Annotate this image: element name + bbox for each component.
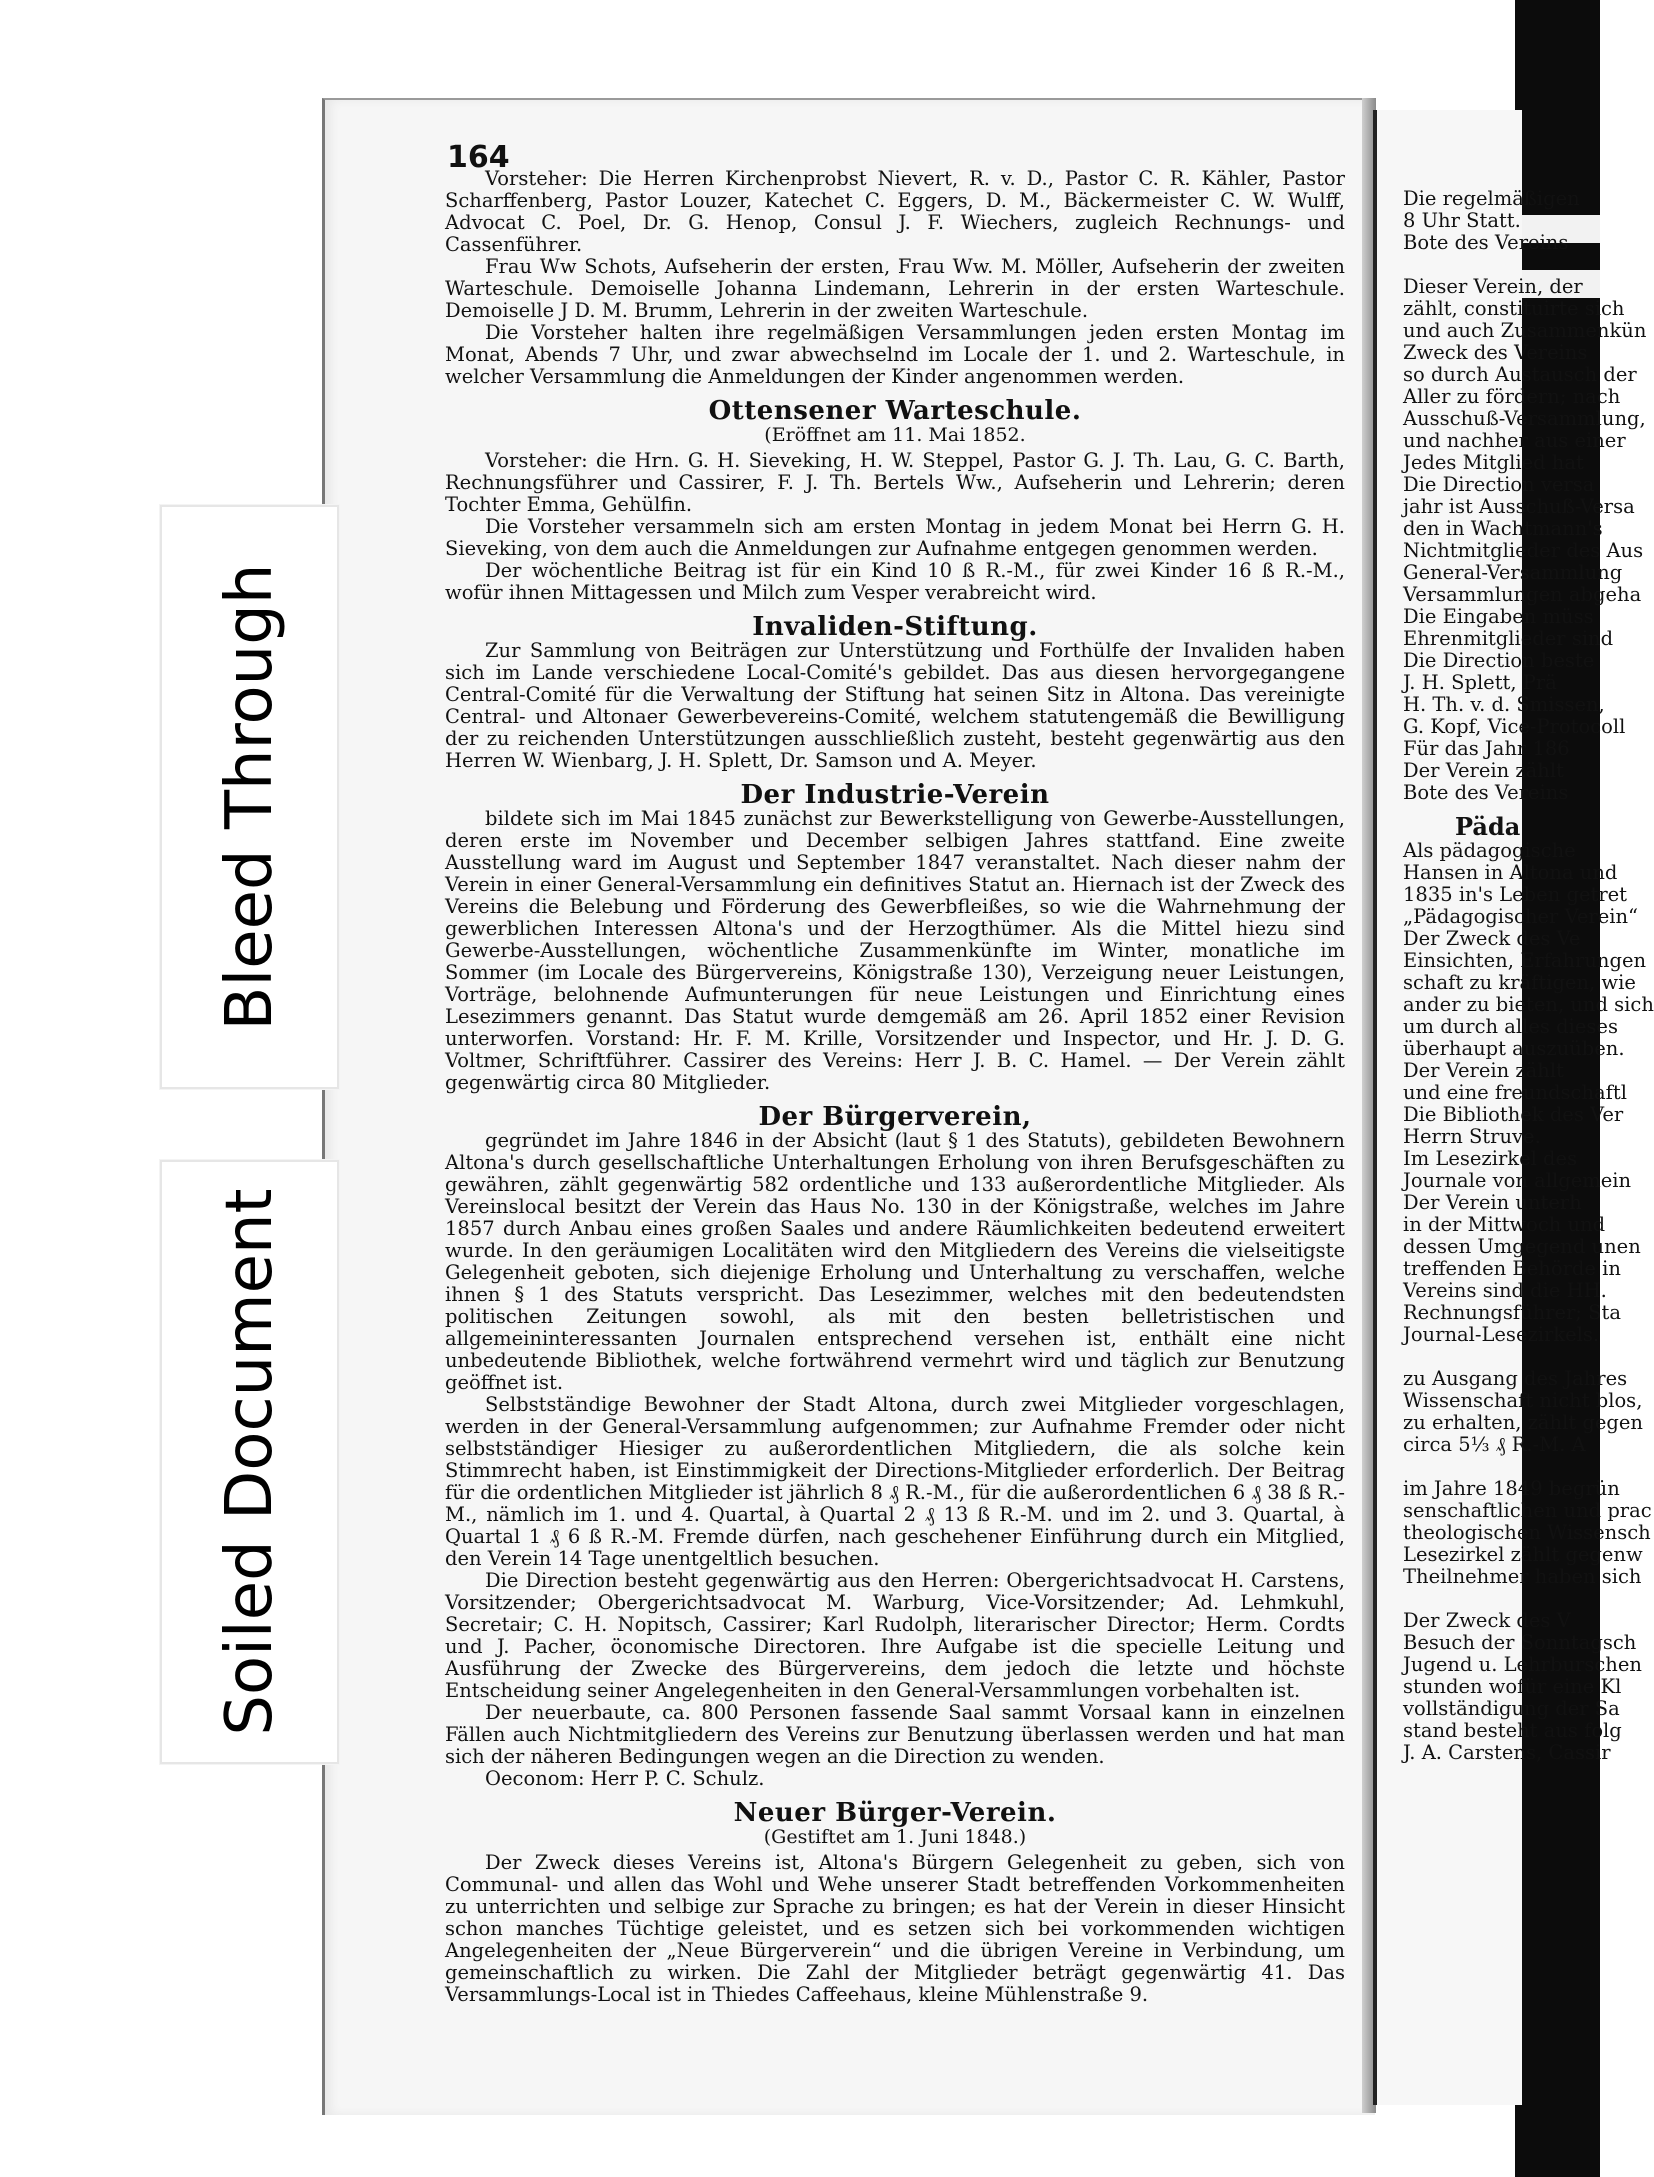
text-line: G. Kopf, Vice-Protocoll <box>1403 715 1626 738</box>
section-industrie <box>445 780 1345 1094</box>
text-line: J. A. Carstens, Cassir <box>1403 1741 1611 1764</box>
text-line: Besuch der Sonntagsch <box>1403 1631 1637 1654</box>
text-line: vollständigung der Sa <box>1403 1697 1620 1720</box>
paragraph: Oeconom: Herr P. C. Schulz. <box>485 1767 765 1790</box>
text-line: und nachher aus einer <box>1403 429 1626 452</box>
paragraph: Vorsteher: Die Herren Kirchenprobst Nievert, R. v. D., Pastor C. R. Kähler, Pastor Scharffenberg, Pastor Louzer, Katechet C. Eggers, D. M., Bäckermeister C. W. Wulff, Advocat C. Poel, Dr. G. Henop, Consul J. F. Wiechers, zugleich Rechnungs- und Cassenführer. <box>445 167 1345 256</box>
text-line: zu Ausgang des Jahres <box>1403 1367 1628 1390</box>
text-line: Die Bibliothek des Ver <box>1403 1103 1624 1126</box>
text-line: Nichtmitglieder des Aus <box>1403 539 1644 562</box>
text-line: Im Lesezirkel des <box>1403 1147 1578 1170</box>
text-line: im Jahre 1849 begrün <box>1403 1477 1620 1500</box>
text-line: Der Verein zählt <box>1403 759 1564 782</box>
paragraph: Die Direction besteht gegenwärtig aus den Herren: Obergerichtsadvocat H. Carstens, Vorsitzender; Obergerichtsadvocat M. Warburg, Vice-Vorsitzender; Ad. Lehmkuhl, Secretair; C. H. Nopitsch, Cassirer; Karl Rudolph, literarischer Director; Herm. Cordts und J. Pacher, öconomische Directoren. Ihre Aufgabe ist die specielle Leitung und Ausführung der Zwecke des Bürgervereins, dem jedoch die letzte und höchste Entscheidung seiner Angelegenheiten in den General-Versammlungen vorbehalten ist. <box>445 1569 1345 1702</box>
text-line: Der Zweck des Ve <box>1403 927 1581 950</box>
section-title: Ottensener Warteschule. <box>708 396 1082 426</box>
right-lines-a <box>1385 187 1647 804</box>
text-line: und auch Zusammenkün <box>1403 319 1647 342</box>
text-line: zählt, constituirte sich <box>1403 297 1625 320</box>
section-title: Der Industrie-Verein <box>740 780 1050 810</box>
text-line: J. H. Splett, Prä <box>1403 671 1557 694</box>
paragraph: Die Vorsteher halten ihre regelmäßigen Versammlungen jeden ersten Montag im Monat, Abends 7 Uhr, und zwar abwechselnd im Locale der 1. und 2. Warteschule, in welcher Versammlung die Anmeldungen der Kinder angenommen werden. <box>445 321 1345 388</box>
section-title: Invaliden-Stiftung. <box>752 612 1038 642</box>
right-lines-b <box>1385 839 1654 1764</box>
text-line: 8 Uhr Statt. <box>1403 209 1521 232</box>
text-line: den in Wachtmann's <box>1403 517 1603 540</box>
section-title: Neuer Bürger-Verein. <box>733 1798 1057 1828</box>
text-line: jahr ist Ausschuß-Versa <box>1403 495 1635 518</box>
text-line: Jugend u. Lehrburschen <box>1403 1653 1642 1676</box>
text-line: Journal-Lesezirkels. <box>1403 1323 1600 1346</box>
paragraph: Frau Ww Schots, Aufseherin der ersten, Frau Ww. M. Möller, Aufseherin der zweiten Warteschule. Demoiselle Johanna Lindemann, Lehrerin in der ersten Warteschule. Demoiselle J D. M. Brumm, Lehrerin in der zweiten Warteschule. <box>445 255 1345 322</box>
text-line: 1835 in's Leben getret <box>1403 883 1628 906</box>
text-line: so durch Austausch der <box>1403 363 1637 386</box>
intro-section <box>445 168 1345 388</box>
text-line: Wissenschaft nicht blos, <box>1403 1389 1643 1412</box>
section-body <box>445 808 1345 1094</box>
soiled-document-text: Soiled Document <box>212 1188 287 1736</box>
page-number: 164 <box>447 140 510 175</box>
text-line: Der Verein unterh <box>1403 1191 1582 1214</box>
text-line: Die Direction beste <box>1403 649 1595 672</box>
text-line: Die Direction versa <box>1403 473 1595 496</box>
text-line: treffenden Behörde in <box>1403 1257 1621 1280</box>
text-line: Jedes Mitglied hat <box>1403 451 1584 474</box>
bleed-through-text: Bleed Through <box>212 563 287 1031</box>
bleed-through-label <box>160 505 339 1089</box>
text-line: Theilnehmer haben sich <box>1403 1565 1642 1588</box>
text-line <box>1385 1346 1555 1368</box>
text-line <box>1385 254 1555 276</box>
paragraph: gegründet im Jahre 1846 in der Absicht (laut § 1 des Statuts), gebildeten Bewohnern Altona's durch gesellschaftliche Unterhaltungen Erholung von ihren Berufsgeschäften zu gewähren, zählt gegenwärtig 582 ordentliche und 133 außerordentliche Mitglieder. Als Vereinslocal besitzt der Verein das Haus No. 130 in der Königstraße, welches im Jahre 1857 durch Anbau eines großen Saales und andere Räumlichkeiten bedeutend erweitert wurde. In den geräumigen Localitäten wird den Mitgliedern des Vereins die vielseitigste Gelegenheit geboten, sich diejenige Erholung und Unterhaltung zu verschaffen, welche ihnen § 1 des Statuts verspricht. Das Lesezimmer, welches mit den bedeutendsten politischen Zeitungen sowohl, als mit den besten belletristischen und allgemeininteressanten Journalen entsprechend versehen ist, enthält eine nicht unbedeutende Bibliothek, welche fortwährend vermehrt wird und täglich zur Benutzung geöffnet ist. <box>445 1129 1345 1394</box>
section-subtitle: (Eröffnet am 11. Mai 1852. <box>764 424 1026 446</box>
text-line: H. Th. v. d. Smissen, <box>1403 693 1605 716</box>
text-line: Hansen in Altona und <box>1403 861 1618 884</box>
text-line: stunden wofür eine Kl <box>1403 1675 1622 1698</box>
paragraph: Die Vorsteher versammeln sich am ersten Montag in jedem Monat bei Herrn G. H. Sieveking, von dem auch die Anmeldungen zur Aufnahme entgegen genommen werden. <box>445 515 1345 560</box>
text-line: Versammlungen abgeha <box>1403 583 1642 606</box>
text-line: Bote des Vereins <box>1403 781 1569 804</box>
text-line: Als pädagogische <box>1403 839 1576 862</box>
section-invaliden <box>445 612 1345 772</box>
text-line: Die regelmäßigen <box>1403 187 1580 210</box>
text-line: um durch alles dieses <box>1403 1015 1618 1038</box>
section-neuer <box>445 1798 1345 2006</box>
text-line: Rechnungsführer; Sta <box>1403 1301 1621 1324</box>
section-title: Der Bürgerverein, <box>758 1102 1032 1132</box>
text-line: Zweck des Vereins <box>1403 341 1588 364</box>
paragraph: Zur Sammlung von Beiträgen zur Unterstützung und Forthülfe der Invaliden haben sich im Lande verschiedene Local-Comité's gebildet. Das aus diesen hervorgegangene Central-Comité für die Verwaltung der Stiftung hat seinen Sitz in Altona. Das vereinigte Central- und Altonaer Gewerbevereins-Comité, welchem statutengemäß die Bewilligung der zu reichenden Unterstützungen ausschließlich zusteht, besteht gegenwärtig aus den Herren W. Wienbarg, J. H. Splett, Dr. Samson und A. Meyer. <box>445 639 1345 772</box>
text-line: Die Eingaben müss <box>1403 605 1594 628</box>
text-line: ander zu bieten, und sich <box>1403 993 1654 1016</box>
text-line: und eine freundschaftl <box>1403 1081 1627 1104</box>
text-line <box>1385 1456 1555 1478</box>
text-line: „Pädagogischer Verein“ <box>1403 905 1639 928</box>
section-ottensen <box>445 396 1345 604</box>
right-heading: Päda <box>1455 812 1521 841</box>
paragraph: Vorsteher: die Hrn. G. H. Sieveking, H. W. Steppel, Pastor G. J. Th. Lau, G. C. Barth, Rechnungsführer und Cassirer, F. J. Th. Bertels Ww., Aufseherin und Lehrerin; deren Tochter Emma, Gehülfin. <box>445 449 1345 516</box>
right-text-column <box>1385 110 1654 1764</box>
text-line: Ausschuß-Versammlung, <box>1403 407 1646 430</box>
text-line: Aller zu fördern; nach <box>1403 385 1621 408</box>
text-line: General-Versammlung <box>1403 561 1623 584</box>
paragraph: Der wöchentliche Beitrag ist für ein Kind 10 ß R.-M., für zwei Kinder 16 ß R.-M., wofür ihnen Mittagessen und Milch zum Vesper verabreicht wird. <box>445 559 1345 604</box>
text-line: Vereins sind die HH. <box>1403 1279 1607 1302</box>
section-body <box>445 1130 1345 1790</box>
section-body <box>445 1852 1345 2006</box>
scanned-page-right <box>1373 110 1654 2105</box>
text-line: Der Verein zählt <box>1403 1059 1564 1082</box>
text-line: Dieser Verein, der <box>1403 275 1583 298</box>
text-line: Bote des Vereins <box>1403 231 1569 254</box>
text-line: Lesezirkel zählt gegenw <box>1403 1543 1643 1566</box>
text-line: dessen Umgegend unen <box>1403 1235 1641 1258</box>
paragraph: bildete sich im Mai 1845 zunächst zur Bewerkstelligung von Gewerbe-Ausstellungen, deren erste im November und December selbigen Jahres stattfand. Eine zweite Ausstellung ward im August und September 1847 veranstaltet. Nach dieser nahm der Verein in einer General-Versammlung ein definitives Statut an. Hiernach ist der Zweck des Vereins die Belebung und Förderung des Gewerbfleißes, so wie die Wahrnehmung der gewerblichen Interessen Altona's und der Herzogthümer. Als die Mittel hiezu sind Gewerbe-Ausstellungen, wöchentliche Zusammenkünfte im Winter, monatliche im Sommer (im Locale des Bürgervereins, Königstraße 130), Verzeigung neuer Leistungen, Vorträge, belohnende Aufmunterungen für neue Leistungen und Einrichtung eines Lesezimmers genannt. Das Statut wurde demgemäß am 26. April 1852 einer Revision unterworfen. Vorstand: Hr. F. M. Krille, Vorsitzender und Inspector, und Hr. J. D. G. Voltmer, Schriftführer. Cassirer des Vereins: Herr J. B. C. Hamel. — Der Verein zählt gegenwärtig circa 80 Mitglieder. <box>445 807 1345 1094</box>
text-line: zu erhalten, zählt gegen <box>1403 1411 1643 1434</box>
soiled-document-label <box>160 1160 339 1764</box>
text-line: theologischen Wissensch <box>1403 1521 1651 1544</box>
section-buerger <box>445 1102 1345 1790</box>
text-line: Herrn Struve. <box>1403 1125 1541 1148</box>
section-subtitle: (Gestiftet am 1. Juni 1848.) <box>763 1826 1027 1848</box>
text-line: Für das Jahr 186 <box>1403 737 1570 760</box>
paragraph: Der Zweck dieses Vereins ist, Altona's Bürgern Gelegenheit zu geben, sich von Communal- und allen das Wohl und Wehe unserer Stadt betreffenden Vorkommenheiten zu unterrichten und selbige zur Sprache zu bringen; es hat der Verein in dieser Hinsicht schon manches Tüchtige geleistet, und es setzen sich bei vorkommenden wichtigen Angelegenheiten der „Neue Bürgerverein“ und die übrigen Vereine in Verbindung, um gemeinschaftlich zu wirken. Die Zahl der Mitglieder beträgt gegenwärtig 41. Das Versammlungs-Local ist in Thiedes Caffeehaus, kleine Mühlenstraße 9. <box>445 1851 1345 2006</box>
text-line: senschaftlichen und prac <box>1403 1499 1652 1522</box>
text-line: überhaupt auszuüben. <box>1403 1037 1625 1060</box>
text-line: Einsichten, Erfahrungen <box>1403 949 1647 972</box>
section-body <box>445 640 1345 772</box>
text-line <box>1385 1588 1555 1610</box>
scanned-page-left <box>322 98 1375 2115</box>
text-line: circa 5⅓ ₰ R.-M. A <box>1403 1433 1586 1456</box>
text-line: Der Zweck des V <box>1403 1609 1571 1632</box>
text-line: Ehrenmitglieder sind <box>1403 627 1614 650</box>
paragraph: Der neuerbaute, ca. 800 Personen fassende Saal sammt Vorsaal kann in einzelnen Fällen auch Nichtmitgliedern des Vereins zur Benutzung überlassen werden und hat man sich der näheren Bedingungen wegen an die Direction zu wenden. <box>445 1701 1345 1768</box>
paragraph: Selbstständige Bewohner der Stadt Altona, durch zwei Mitglieder vorgeschlagen, werden in der General-Versammlung aufgenommen; zur Aufnahme Fremder oder nicht selbstständiger Hiesiger zu außerordentlichen Mitgliedern, die als solche kein Stimmrecht haben, ist Einstimmigkeit der Directions-Mitglieder erforderlich. Der Beitrag für die ordentlichen Mitglieder ist jährlich 8 ₰ R.-M., für die außerordentlichen 6 ₰ 38 ß R.-M., nämlich im 1. und 4. Quartal, à Quartal 2 ₰ 13 ß R.-M. und im 2. und 3. Quartal, à Quartal 1 ₰ 6 ß R.-M. Fremde dürfen, nach geschehener Einführung durch ein Mitglied, den Verein 14 Tage unentgeltlich besuchen. <box>445 1393 1345 1570</box>
text-line: stand besteht aus folg <box>1403 1719 1622 1742</box>
text-line: Journale von allgemein <box>1403 1169 1632 1192</box>
text-column <box>445 138 1345 2006</box>
text-line: schaft zu kräftigen, wie <box>1403 971 1636 994</box>
text-line: in der Mittwoch und <box>1403 1213 1606 1236</box>
section-body <box>445 450 1345 604</box>
